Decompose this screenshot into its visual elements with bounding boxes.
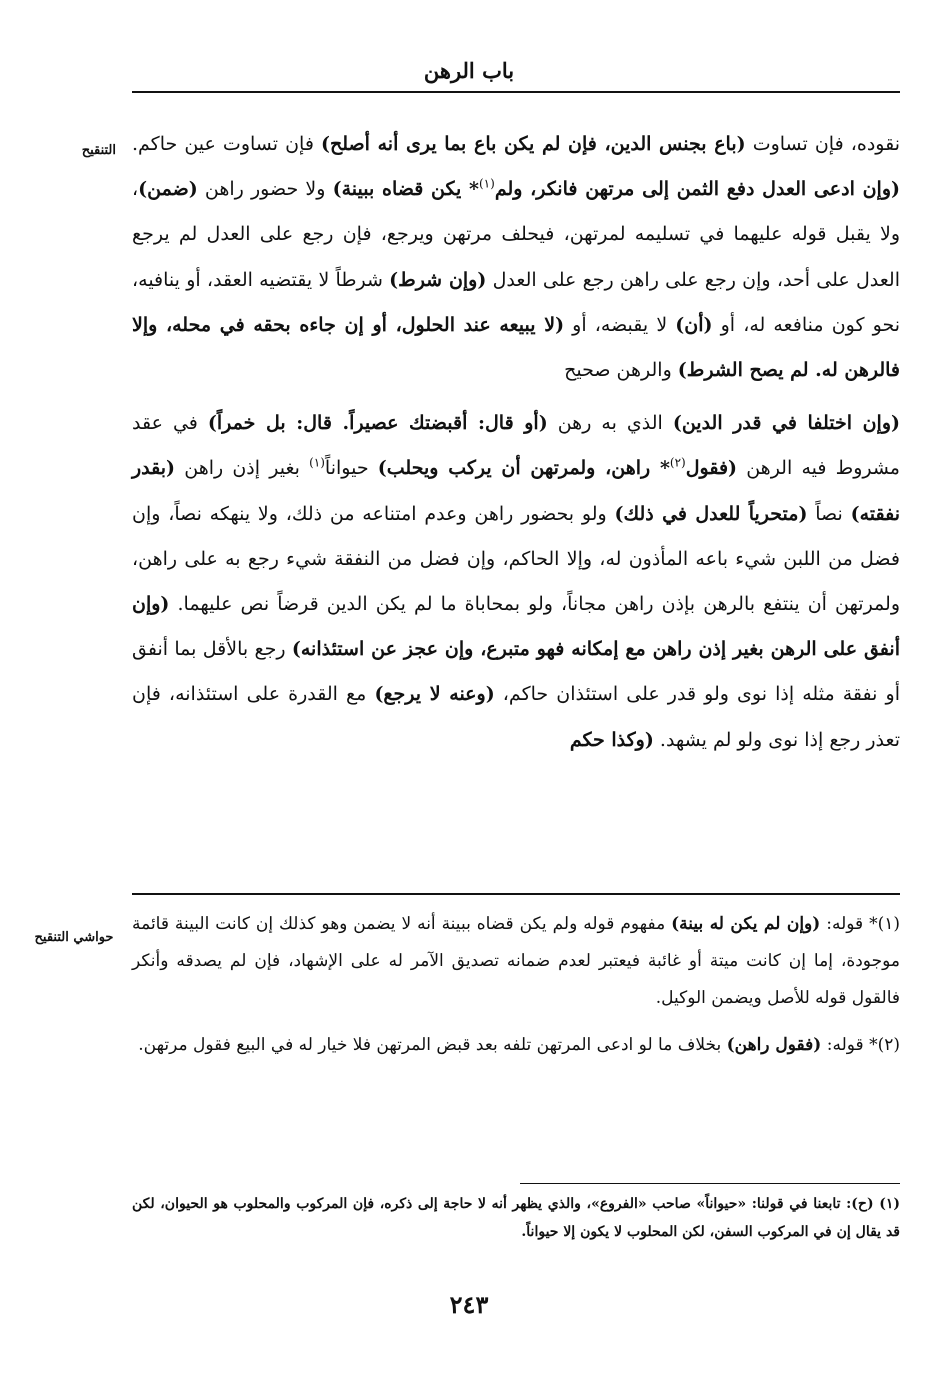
sharh-text: شرطاً لا يقتضيه العقد، أو ينافيه، نحو كون منافعه له، أو (132, 268, 900, 336)
running-head: باب الرهن (423, 58, 515, 83)
sharh-text: نقوده، فإن تساوت (745, 133, 901, 155)
footnote: (١) (ح): تابعنا في قولنا: «حيواناً» صاحب «الفروع»، والذي يظهر أنه لا حاجة إلى ذكره، فإن المركوب والمحلوب هو الحيوان، لكن قد يقال إن في المركوب السفن، لكن المحلوب لا يكون إلا حيواناً. (132, 1196, 900, 1240)
matn-quote: (وعنه لا يرجع) (374, 683, 495, 706)
sharh-text: ولا حضور راهن (197, 178, 333, 201)
margin-label-notes: حواشي التنقيح (34, 930, 114, 945)
annotations (132, 906, 900, 1064)
annotation-1 (132, 906, 900, 1017)
footnote-marker: (١) (478, 176, 495, 191)
sharh-text: مع القدرة على استئذانه، فإن تعذر رجع إذا نوى ولو لم يشهد. (132, 683, 900, 751)
matn-quote: (باع بجنس الدين، فإن لم يكن باع بما يرى أنه أصلح) (321, 133, 746, 155)
sharh-text: ولو بحضور راهن وعدم امتناعه من ذلك، ولا ينهكه نصاً، وإن فضل من اللبن شيء باعه المأذون له، وإلا الحاكم، وإن فضل من النفقة شيء رجع به على راهن، ولمرتهن أن ينتفع بالرهن بإذن راهن مجاناً، ولو بمحاباة ما لم يكن الدين قرضاً نص عليهما. (132, 502, 900, 616)
margin-label-main: التنقيح (81, 143, 116, 158)
sharh-text: (١)* قوله: (820, 914, 900, 934)
sharh-text: نصاً (807, 502, 851, 525)
main-paragraph-2 (132, 401, 900, 763)
sharh-text: الذي به رهن (547, 412, 673, 435)
header-rule (132, 91, 900, 93)
annotation-2 (132, 1027, 900, 1064)
matn-quote: (متحرياً للعدل في ذلك) (614, 502, 808, 525)
sharh-text: لا يقبضه، أو (564, 313, 676, 336)
footnote-marker: (٢) (669, 456, 686, 471)
matn-quote: (ضمن) (138, 178, 198, 201)
sharh-text: (٢)* قوله: (821, 1035, 900, 1055)
matn-quote: (وإن لم يكن له بينة) (671, 914, 821, 934)
footnote-rule (520, 1183, 900, 1184)
sharh-text: بخلاف ما لو ادعى المرتهن تلفه بعد قبض المرتهن فلا خيار له في البيع فقول مرتهن. (138, 1035, 727, 1055)
main-text (132, 122, 900, 763)
sharh-text: فإن تساوت عين حاكم. (132, 133, 321, 155)
footnote-marker: (١) (309, 456, 325, 471)
matn-quote: (فقول (685, 457, 738, 480)
matn-quote: (وإن ادعى العدل دفع الثمن إلى مرتهن فانكر، ولم (494, 178, 900, 201)
matn-quote: * راهن، ولمرتهن أن يركب ويحلب) (377, 457, 670, 480)
sharh-text: حيواناً (324, 457, 378, 480)
sharh-text: بغير إذن راهن (175, 457, 310, 480)
sharh-text: رجع بالأقل بما أنفق أو نفقة مثله إذا نوى ولو قدر على استئذان حاكم، (132, 638, 900, 706)
notes-rule (132, 893, 900, 895)
matn-quote: (لا يبيعه عند الحلول، أو إن جاءه بحقه في محله، وإلا فالرهن له. لم يصح الشرط) (132, 313, 900, 382)
matn-quote: (فقول راهن) (726, 1035, 822, 1055)
matn-quote: (وإن أنفق على الرهن بغير إذن راهن مع إمكانه فهو متبرع، وإن عجز عن استئذانه) (132, 593, 900, 661)
sharh-text: في عقد مشروط فيه الرهن (132, 412, 900, 480)
sharh-text: مفهوم قوله ولم يكن قضاه ببينة أنه لا يضمن وهو كذلك إن كانت البينة قائمة موجودة، إما إن كانت ميتة أو غائبة فيعتبر لعدم ضمانه تصديق الآمر له على الإشهاد، فإن لم يصدقه وأنكر فالقول قوله للأصل ويضمن الوكيل. (132, 914, 900, 1008)
sharh-text: والرهن صحيح (564, 359, 678, 382)
matn-quote: (بقدر نفقته) (132, 457, 900, 525)
matn-quote: (وإن اختلفا في قدر الدين) (672, 412, 900, 435)
matn-quote: (وكذا حكم (569, 728, 654, 751)
matn-quote: * يكن قضاه ببينة) (332, 178, 479, 201)
sharh-text: ، ولا يقبل قوله عليهما في تسليمه لمرتهن، فيحلف مرتهن ويرجع، فإن رجع على العدل لم يرجع العدل على أحد، وإن رجع على راهن رجع على العدل (132, 178, 900, 291)
matn-quote: (وإن شرط) (389, 268, 487, 291)
matn-quote: (أو قال: أقبضتك عصيراً. قال: بل خمراً) (207, 412, 548, 435)
page-number: ٢٤٣ (449, 1290, 489, 1319)
main-paragraph-1 (132, 122, 900, 393)
matn-quote: (أن) (675, 313, 713, 336)
